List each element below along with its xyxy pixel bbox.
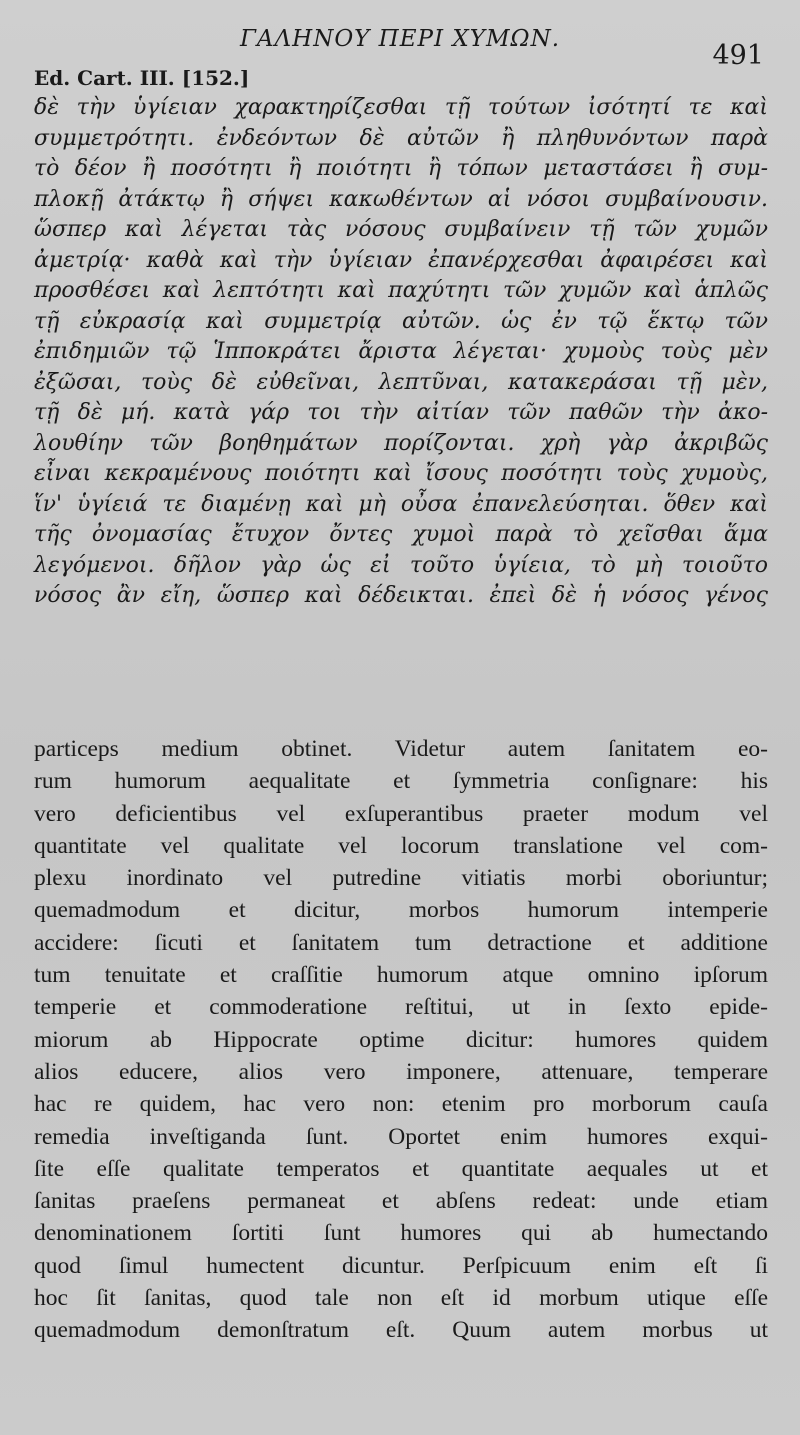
page-number: 491: [712, 40, 764, 71]
latin-line: alios educere, alios vero imponere, attenuare, temperare: [34, 1058, 768, 1085]
greek-line: εἶναι κεκραμένους ποιότητι καὶ ἴσους ποσότητι τοὺς χυμοὺς,: [34, 461, 768, 486]
latin-line: rum humorum aequalitate et ſymmetria conſignare: his: [34, 768, 768, 795]
latin-line: particeps medium obtinet. Videtur autem ſanitatem eo-: [34, 736, 768, 762]
latin-line: denominationem ſortiti ſunt humores qui ab humectando: [34, 1220, 768, 1247]
latin-line: tum tenuitate et craſſitie humorum atque omnino ipſorum: [34, 962, 768, 989]
greek-text-block: [34, 93, 768, 612]
latin-line: ſanitas praeſens permaneat et abſens redeat: unde etiam: [34, 1188, 768, 1215]
greek-line: συμμετρότητι. ἐνδεόντων δὲ αὐτῶν ἢ πληθυνόντων παρὰ: [34, 125, 768, 151]
latin-line: vero deficientibus vel exſuperantibus praeter modum vel: [34, 800, 768, 827]
edition-reference: Ed. Cart. III. [152.]: [34, 66, 250, 90]
running-title: ΓΑΛΗΝΟΥ ΠΕΡΙ ΧΥΜΩΝ.: [239, 26, 561, 52]
latin-line: plexu inordinato vel putredine vitiatis morbi oboriuntur;: [34, 865, 768, 892]
latin-line: hoc ſit ſanitas, quod tale non eſt id morbum utique eſſe: [34, 1285, 768, 1312]
latin-line: quemadmodum demonſtratum eſt. Quum autem morbus ut: [34, 1317, 768, 1344]
greek-line: ἐπιδημιῶν τῷ Ἱπποκράτει ἄριστα λέγεται· χυμοὺς τοὺς μὲν: [34, 339, 768, 364]
greek-line: προσθέσει καὶ λεπτότητι καὶ παχύτητι τῶν χυμῶν καὶ ἁπλῶς: [34, 278, 768, 303]
latin-line: accidere: ſicuti et ſanitatem tum detractione et additione: [34, 929, 768, 956]
greek-line: νόσος ἂν εἴη, ὥσπερ καὶ δέδεικται. ἐπεὶ δὲ ἡ νόσος γένος: [34, 583, 768, 608]
greek-line: ὥσπερ καὶ λέγεται τὰς νόσους συμβαίνειν τῇ τῶν χυμῶν: [34, 217, 768, 242]
greek-line: τῆς ὀνομασίας ἔτυχον ὄντες χυμοὶ παρὰ τὸ χεῖσθαι ἅμα: [34, 522, 768, 547]
greek-line: τῇ δὲ μή. κατὰ γάρ τοι τὴν αἰτίαν τῶν παθῶν τὴν ἀκο-: [34, 400, 768, 425]
greek-line: λεγόμενοι. δῆλον γὰρ ὡς εἰ τοῦτο ὑγίεια, τὸ μὴ τοιοῦτο: [34, 552, 768, 578]
greek-line: τὸ δέον ἢ ποσότητι ἢ ποιότητι ἢ τόπων μεταστάσει ἢ συμ-: [34, 156, 768, 181]
greek-line: ἀμετρίᾳ· καθὰ καὶ τὴν ὑγίειαν ἐπανέρχεσθαι ἀφαιρέσει καὶ: [34, 247, 768, 273]
greek-line: λουθίην τῶν βοηθημάτων πορίζονται. χρὴ γὰρ ἀκριβῶς: [34, 430, 768, 456]
greek-line: ἵν' ὑγίειά τε διαμένῃ καὶ μὴ οὖσα ἐπανελεύσηται. ὅθεν καὶ: [34, 491, 768, 517]
latin-line: quantitate vel qualitate vel locorum translatione vel com-: [34, 832, 768, 859]
latin-line: ſite eſſe qualitate temperatos et quantitate aequales ut et: [34, 1155, 768, 1182]
greek-line: τῇ εὐκρασίᾳ καὶ συμμετρίᾳ αὐτῶν. ὡς ἐν τῷ ἕκτῳ τῶν: [34, 308, 768, 334]
latin-line: quemadmodum et dicitur, morbos humorum intemperie: [34, 897, 768, 924]
latin-line: quod ſimul humectent dicuntur. Perſpicuum enim eſt ſi: [34, 1252, 768, 1279]
latin-line: hac re quidem, hac vero non: etenim pro morborum cauſa: [34, 1091, 768, 1118]
greek-line: ἐξῶσαι, τοὺς δὲ εὐθεῖναι, λεπτῦναι, κατακεράσαι τῇ μὲν,: [34, 369, 768, 395]
greek-line: πλοκῇ ἀτάκτῳ ἢ σήψει κακωθέντων αἱ νόσοι συμβαίνουσιν.: [34, 186, 768, 212]
latin-line: temperie et commoderatione reſtitui, ut in ſexto epide-: [34, 994, 768, 1021]
latin-line: remedia inveſtiganda ſunt. Oportet enim humores exqui-: [34, 1123, 768, 1150]
latin-text-block: [34, 733, 768, 1347]
greek-line: δὲ τὴν ὑγίειαν χαρακτηρίζεσθαι τῇ τούτων ἰσότητί τε καὶ: [34, 95, 768, 120]
latin-line: miorum ab Hippocrate optime dicitur: humores quidem: [34, 1026, 768, 1053]
